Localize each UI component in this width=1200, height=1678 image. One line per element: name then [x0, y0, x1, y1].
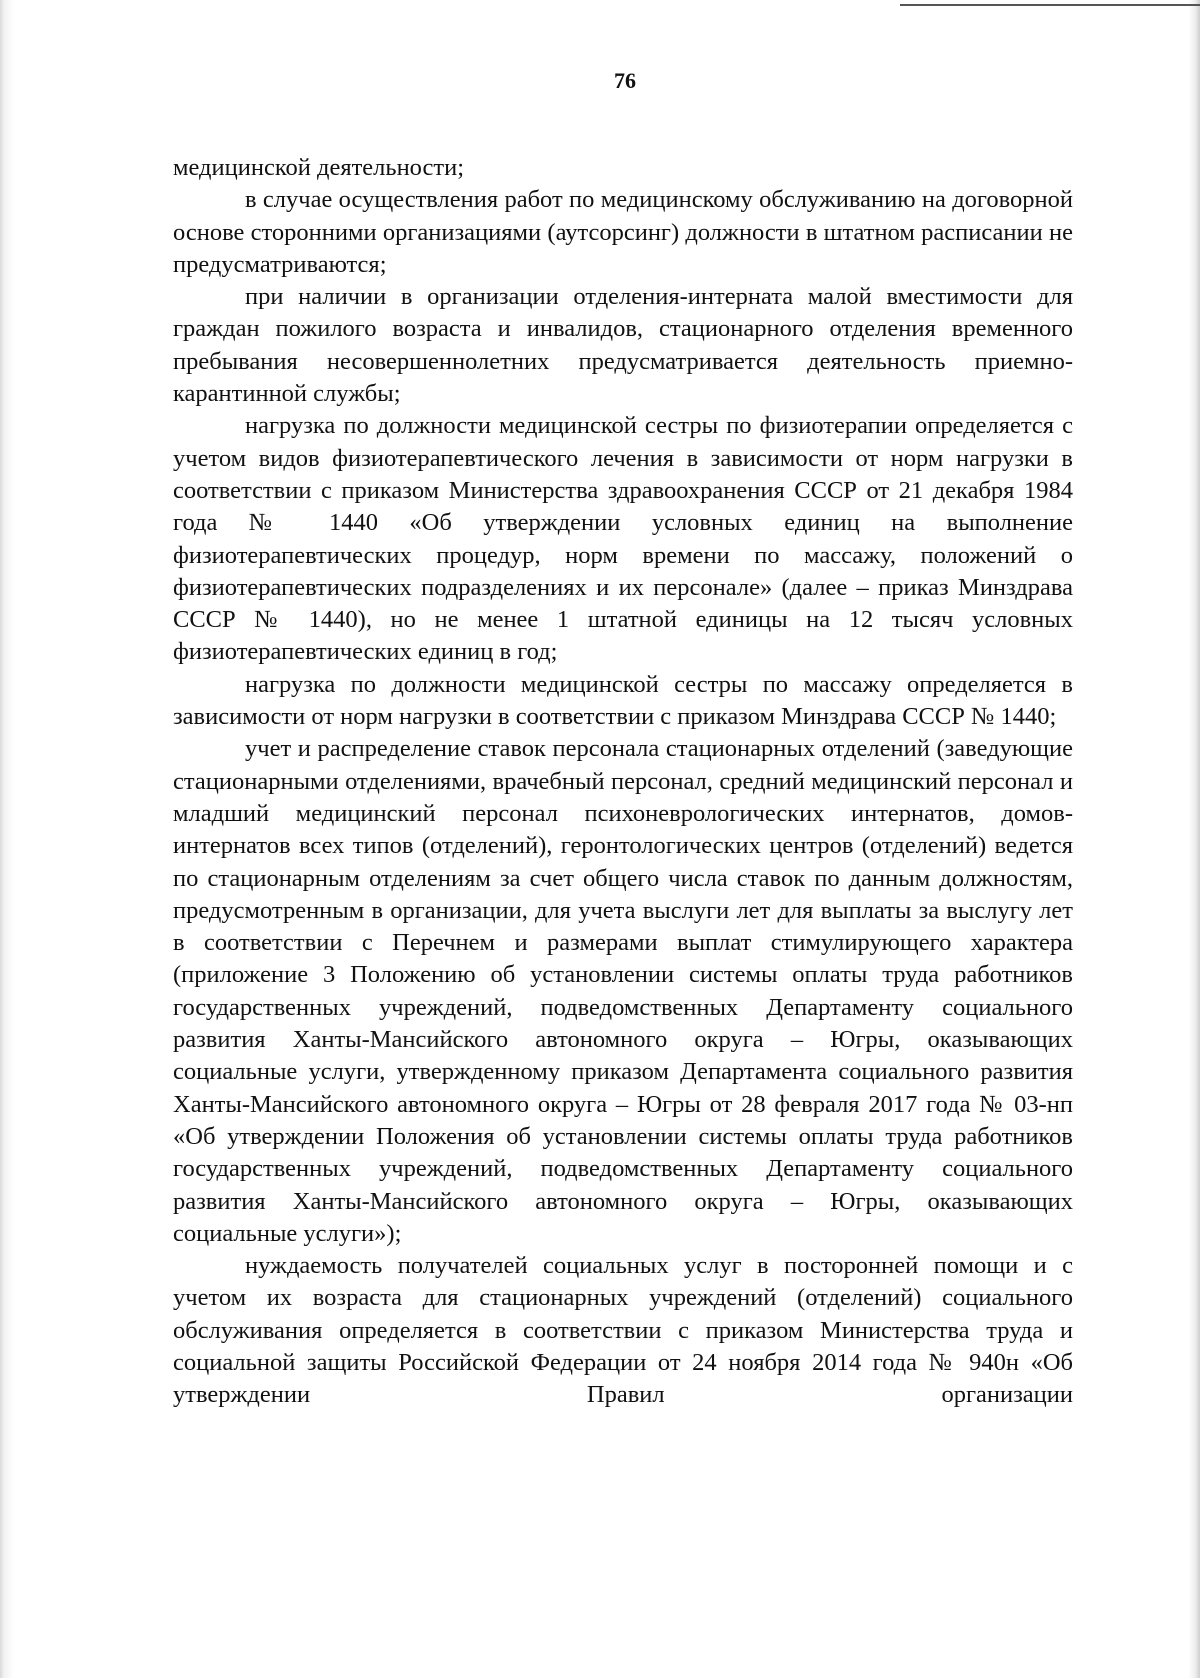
paragraph: медицинской деятельности;	[173, 154, 465, 181]
scan-top-edge-line	[900, 4, 1200, 6]
page-number: 76	[614, 68, 636, 93]
paragraph: нагрузка по должности медицинской сестры по физиотерапии определяется с учетом видов физиотерапевтического лечения в зависимости от норм нагрузки в соответствии с приказом Министерства здравоохранения СССР от 21 декабря 1984 года № 1440 «Об утверждении условных единиц на выполнение физиотерапевтических процедур, норм времени по массажу, положений о физиотерапевтических подразделениях и их персонале» (далее – приказ Минздрава СССР № 1440), но не менее 1 штатной единицы на 12 тысяч условных физиотерапевтических единиц в год;	[173, 412, 1073, 666]
paragraph: нуждаемость получателей социальных услуг в посторонней помощи и с учетом их возраста для стационарных учреждений (отделений) социального обслуживания определяется в соответствии с приказом Министерства труда и социальной защиты Российской Федерации от 24 ноября 2014 года № 940н «Об утверждении Правил организации	[173, 1252, 1073, 1409]
paragraph: при наличии в организации отделения-интерната малой вместимости для граждан пожилого возраста и инвалидов, стационарного отделения временного пребывания несовершеннолетних предусматривается деятельность приемно-карантинной службы;	[173, 283, 1073, 408]
paragraph: в случае осуществления работ по медицинскому обслуживанию на договорной основе сторонними организациями (аутсорсинг) должности в штатном расписании не предусматриваются;	[173, 186, 1073, 278]
paragraph: учет и распределение ставок персонала стационарных отделений (заведующие стационарными отделениями, врачебный персонал, средний медицинский персонал и младший медицинский персонал психоневрологических интернатов, домов-интернатов всех типов (отделений), геронтологических центров (отделений) ведется по стационарным отделениям за счет общего числа ставок по данным должностям, предусмотренным в организации, для учета выслуги лет для выплаты за выслугу лет в соответствии с Перечнем и размерами выплат стимулирующего характера (приложение 3 Положению об установлении системы оплаты труда работников государственных учреждений, подведомственных Департаменту социального развития Ханты-Мансийского автономного округа – Югры, оказывающих социальные услуги, утвержденному приказом Департамента социального развития Ханты-Мансийского автономного округа – Югры от 28 февраля 2017 года № 03-нп «Об утверждении Положения об установлении системы оплаты труда работников государственных учреждений, подведомственных Департаменту социального развития Ханты-Мансийского автономного округа – Югры, оказывающих социальные услуги»);	[173, 735, 1073, 1247]
scan-right-edge	[1188, 0, 1200, 1678]
document-body	[173, 152, 1073, 1412]
paragraph: нагрузка по должности медицинской сестры по массажу определяется в зависимости от норм нагрузки в соответствии с приказом Минздрава СССР № 1440;	[173, 670, 1073, 731]
scan-left-edge	[0, 0, 14, 1678]
